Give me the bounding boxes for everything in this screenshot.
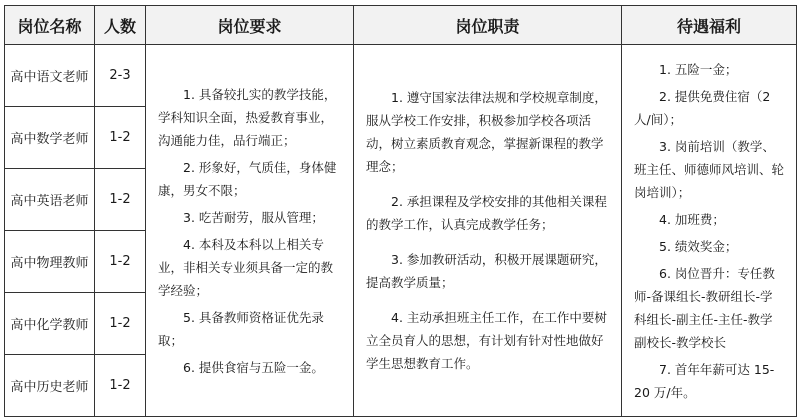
benefit-item: 2. 提供免费住宿（2人/间）； bbox=[634, 88, 771, 127]
position-count: 1-2 bbox=[95, 107, 146, 169]
position-name: 高中英语老师 bbox=[5, 169, 95, 231]
header-row bbox=[5, 6, 797, 45]
requirement-item: 1. 具备较扎实的教学技能，学科知识全面，热爱教育事业，沟通能力佳，品行端正； bbox=[158, 86, 337, 148]
responsibility-item: 2. 承担课程及学校安排的其他相关课程的教学工作，认真完成教学任务； bbox=[366, 194, 607, 232]
position-name: 高中物理教师 bbox=[5, 231, 95, 293]
position-count: 1-2 bbox=[95, 169, 146, 231]
position-name: 高中化学教师 bbox=[5, 293, 95, 355]
requirement-item: 4. 本科及本科以上相关专业，非相关专业须具备一定的教学经验； bbox=[158, 236, 334, 298]
requirement-item: 2. 形象好，气质佳，身体健康，男女不限； bbox=[158, 159, 337, 198]
table-row bbox=[5, 45, 797, 107]
responsibility-item: 3. 参加教研活动，积极开展课题研究，提高教学质量； bbox=[366, 252, 607, 290]
benefit-item: 6. 岗位晋升：专任教师-备课组长-教研组长-学科组长-副主任-主任-教学副校长-教学校长 bbox=[634, 265, 775, 350]
responsibility-item: 1. 遵守国家法律法规和学校规章制度，服从学校工作安排，积极参加学校各项活动，树立素质教育观念，掌握新课程的教学理念； bbox=[366, 90, 607, 174]
position-name: 高中历史老师 bbox=[5, 355, 95, 417]
header-count: 人数 bbox=[95, 6, 146, 45]
position-count: 1-2 bbox=[95, 231, 146, 293]
requirements-cell bbox=[146, 45, 354, 417]
benefit-item: 7. 首年年薪可达 15-20 万/年。 bbox=[634, 361, 775, 400]
benefit-item: 5. 绩效奖金； bbox=[659, 238, 738, 254]
header-requirements: 岗位要求 bbox=[146, 6, 354, 45]
requirement-item: 3. 吃苦耐劳，服从管理； bbox=[183, 209, 324, 225]
position-name: 高中语文老师 bbox=[5, 45, 95, 107]
benefits-cell bbox=[622, 45, 797, 417]
header-responsibilities: 岗位职责 bbox=[354, 6, 622, 45]
benefit-item: 1. 五险一金； bbox=[659, 61, 738, 77]
benefit-item: 4. 加班费； bbox=[659, 211, 725, 227]
header-benefits: 待遇福利 bbox=[622, 6, 797, 45]
position-count: 1-2 bbox=[95, 293, 146, 355]
responsibilities-cell bbox=[354, 45, 622, 417]
header-position-name: 岗位名称 bbox=[5, 6, 95, 45]
position-count: 1-2 bbox=[95, 355, 146, 417]
position-count: 2-3 bbox=[95, 45, 146, 107]
position-name: 高中数学老师 bbox=[5, 107, 95, 169]
requirement-item: 5. 具备教师资格证优先录取； bbox=[158, 309, 324, 348]
benefit-item: 3. 岗前培训（教学、班主任、师德师风培训、轮岗培训）； bbox=[634, 138, 785, 200]
recruitment-table bbox=[4, 5, 797, 417]
requirement-item: 6. 提供食宿与五险一金。 bbox=[183, 359, 324, 375]
responsibility-item: 4. 主动承担班主任工作，在工作中要树立全员育人的思想，有计划有针对性地做好学生思想教育工作。 bbox=[366, 310, 607, 371]
